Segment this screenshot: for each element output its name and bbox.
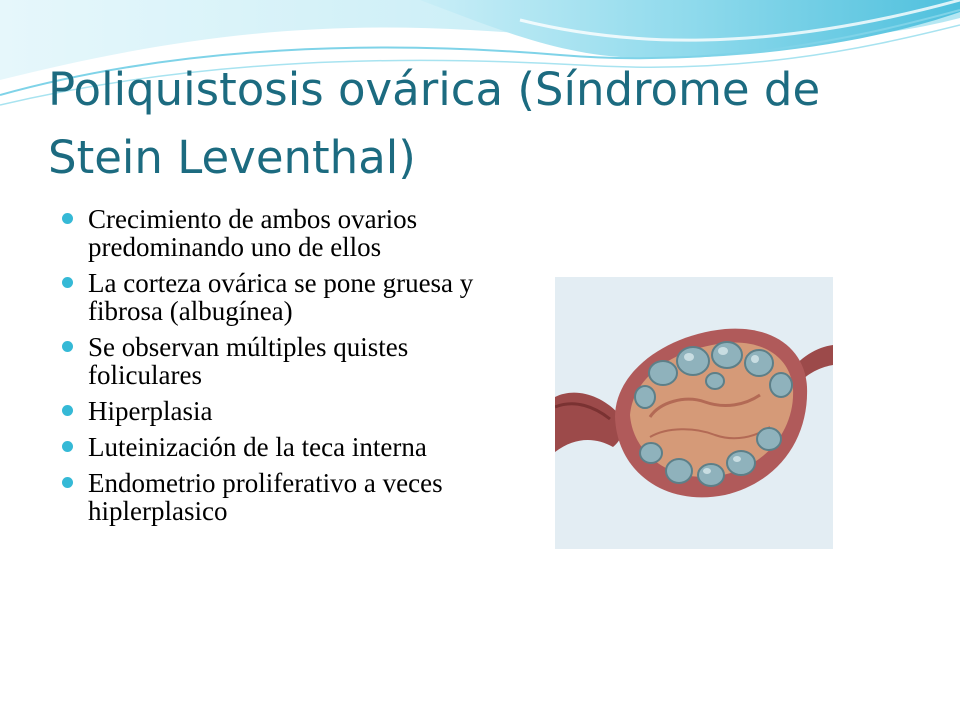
slide-title: Poliquistosis ovárica (Síndrome de Stein Leventhal) (48, 63, 821, 184)
bullet-item (62, 433, 482, 461)
bullet-text: Crecimiento de ambos ovarios predominando uno de ellos (88, 204, 418, 262)
bullet-list (62, 205, 482, 533)
bullet-item (62, 469, 482, 525)
bullet-dot-icon (62, 277, 73, 288)
bullet-dot-icon (62, 405, 73, 416)
bullet-dot-icon (62, 477, 73, 488)
bullet-dot-icon (62, 341, 73, 352)
bullet-text: Endometrio proliferativo a veces hiplerplasico (88, 468, 443, 526)
bullet-dot-icon (62, 213, 73, 224)
bullet-item (62, 397, 482, 425)
polycystic-ovary-image (555, 277, 833, 549)
bullet-item (62, 269, 482, 325)
bullet-text: Se observan múltiples quistes foliculares (88, 332, 409, 390)
bullet-item (62, 333, 482, 389)
bullet-text: La corteza ovárica se pone gruesa y fibrosa (albugínea) (88, 268, 474, 326)
bullet-item (62, 205, 482, 261)
ovary-illustration (555, 277, 833, 549)
bullet-text: Hiperplasia (88, 396, 213, 426)
bullet-dot-icon (62, 441, 73, 452)
bullet-text: Luteinización de la teca interna (88, 432, 427, 462)
